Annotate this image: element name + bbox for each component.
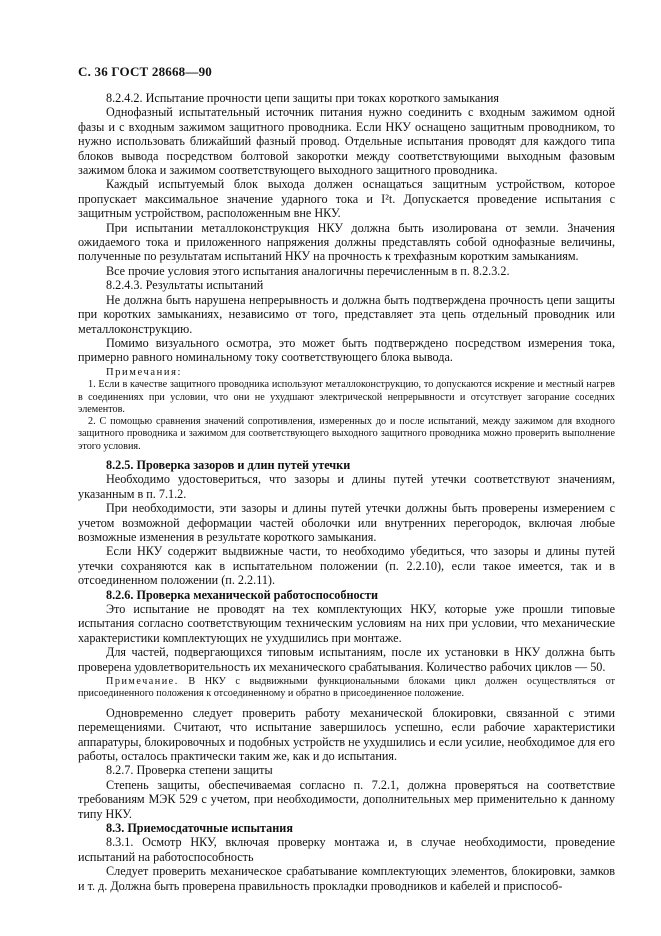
page-header: С. 36 ГОСТ 28668—90 [78, 64, 212, 79]
subsection-heading: 8.2.7. Проверка степени защиты [106, 763, 273, 778]
note-text: В НКУ с выдвижными функциональными блоками цикл должен осуществляться от присоединенного положения к отсоединенному и обратно в присоединенное положение. [78, 676, 616, 700]
subsection-heading: 8.2.4.2. Испытание прочности цепи защиты при токах короткого замыкания [106, 91, 500, 105]
note [78, 676, 615, 701]
paragraph: Однофазный испытательный источник питания нужно соединить с входным зажимом одной фазы и с входным зажимом защитного проводника. Если НКУ оснащено защитным проводником, то нужно использовать ближайший фазный провод. Отдельные испытания проводят для каждого типа блоков вывода посредством болтовой закоротки между соответствующими выходным фазовым зажимом блока и зажимом соответствующего выходного защитного проводника. [78, 105, 615, 178]
paragraph: Если НКУ содержит выдвижные части, то необходимо убедиться, что зазоры и длины путей утечки сохраняются как в испытательном положении (п. 2.2.10), если такое имеется, так и в отсоединенном положении (п. 2.2.11). [78, 544, 615, 588]
paragraph: Для частей, подвергающихся типовым испытаниям, после их установки в НКУ должна быть проверена удовлетворительность их механического срабатывания. Количество рабочих циклов — 50. [78, 645, 615, 674]
paragraph: Это испытание не проводят на тех комплектующих НКУ, которые уже прошли типовые испытания согласно соответствующим техническим условиям на них при условии, что механические характеристики комплектующих не ухудшились при монтаже. [78, 602, 615, 645]
section-heading: 8.2.6. Проверка механической работоспособности [106, 587, 378, 602]
paragraph: Степень защиты, обеспечиваемая согласно п. 7.2.1, должна проверяться на соответствие требованиям МЭК 529 с учетом, при необходимости, дополнительных мер применительно к данному типу НКУ. [78, 777, 615, 821]
paragraph: 8.3.1. Осмотр НКУ, включая проверку монтажа и, в случае необходимости, проведение испытаний на работоспособность [78, 835, 615, 864]
paragraph: Одновременно следует проверить работу механической блокировки, связанной с этими перемещениями. Считают, что испытание завершилось успешно, если рабочие характеристики аппаратуры, блокировочных и подобных устройств не ухудшились и если усилие, необходимое для его работы, осталось практически таким же, как и до испытания. [78, 705, 615, 763]
section-heading: 8.2.5. Проверка зазоров и длин путей утечки [106, 458, 351, 472]
paragraph: Следует проверить механическое срабатывание комплектующих элементов, блокировки, замков и т. д. Должна быть проверена правильность прокладки проводников и кабелей и приспособ- [78, 864, 615, 893]
paragraph: Помимо визуального осмотра, это может быть подтверждено посредством измерения тока, примерно равного номинальному току соответствующего блока вывода. [78, 335, 615, 365]
paragraph: Каждый испытуемый блок выхода должен оснащаться защитным устройством, которое пропускает максимальное значение ударного тока и I²t. Допускается проведение испытания с защитным устройством, расположенным вне НКУ. [78, 177, 615, 221]
subsection-heading: 8.2.4.3. Результаты испытаний [106, 278, 264, 293]
paragraph: Не должна быть нарушена непрерывность и должна быть подтверждена прочность цепи защиты при коротких замыканиях, независимо от того, представляет эта цепь отдельный проводник или металлоконструкцию. [78, 292, 615, 336]
note: 1. Если в качестве защитного проводника используют металлоконструкцию, то допускаются искрение и местный нагрев в соединениях при условии, что они не ухудшают электрической непрерывности и отсутствует загорание соседних элементов. [78, 379, 615, 415]
note-label: Примечание. [106, 676, 179, 688]
document-body [78, 91, 615, 893]
note: 2. С помощью сравнения значений сопротивления, измеренных до и после испытаний, между зажимом для входного защитного проводника и зажимом для соответствующего выходного защитного проводника можно проверить выполнение этого условия. [78, 416, 615, 452]
section-heading: 8.3. Приемосдаточные испытания [106, 820, 293, 835]
paragraph: Необходимо удостовериться, что зазоры и длины путей утечки соответствуют значениям, указанным в п. 7.1.2. [78, 472, 615, 501]
paragraph: При испытании металлоконструкция НКУ должна быть изолирована от земли. Значения ожидаемого тока и приложенного напряжения должны представлять собой однофазные величины, полученные по результатам испытаний НКУ на прочность к трехфазным коротким замыканиям. [78, 220, 615, 264]
paragraph: При необходимости, эти зазоры и длины путей утечки должны быть проверены измерением с учетом возможной деформации частей оболочки или внутренних перегородок, включая любые возможные изменения в результате короткого замыкания. [78, 501, 615, 545]
notes-label: Примечания: [106, 366, 183, 378]
paragraph: Все прочие условия этого испытания аналогичны перечисленным в п. 8.2.3.2. [106, 263, 510, 278]
